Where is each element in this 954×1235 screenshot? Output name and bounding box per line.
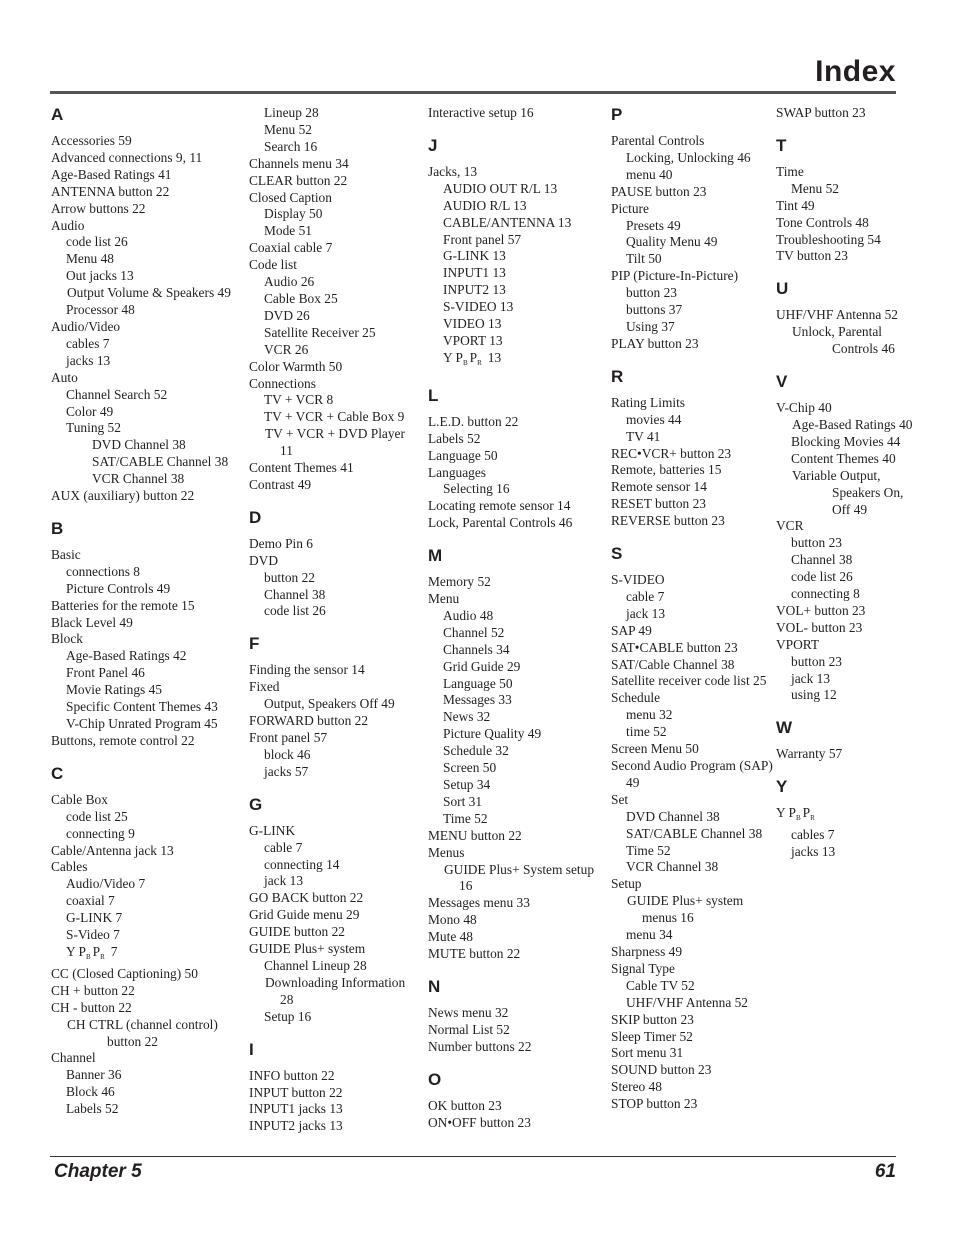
section-letter: S [611,544,623,564]
index-entry: cables 7 [66,335,110,351]
index-entry: Language 50 [443,675,513,691]
index-entry: Cable/Antenna jack 13 [51,842,174,858]
index-entry: Channel [51,1050,96,1066]
index-entry: Front panel 57 [443,231,522,247]
index-entry: Channels 34 [443,641,510,657]
section-letter: V [776,372,788,392]
index-entry: S-VIDEO 13 [443,299,514,315]
index-entry: Age-Based Ratings 42 [66,648,187,664]
index-entry: OK button 23 [428,1097,502,1113]
index-entry: Black Level 49 [51,614,133,630]
index-entry: jack 13 [791,670,831,686]
index-entry: Satellite Receiver 25 [264,324,376,340]
index-entry: DVD Channel 38 [92,437,186,453]
index-entry: menu 34 [626,927,673,943]
index-entry: Lock, Parental Controls 46 [428,515,573,531]
index-entry: VOL+ button 23 [776,602,866,618]
index-entry: Presets 49 [626,217,681,233]
section-letter: Y [776,777,788,797]
index-entry: button 23 [791,653,842,669]
index-entry: Channels menu 34 [249,155,349,171]
index-entry: Accessories 59 [51,133,132,148]
index-entry: Labels 52 [428,430,481,446]
index-entry: Satellite receiver code list 25 [611,673,767,689]
index-entry: Content Themes 40 [791,450,896,466]
index-entry: Banner 36 [66,1067,122,1083]
index-entry: Sort 31 [443,793,483,809]
index-entry: Jacks, 13 [428,163,478,179]
index-entry: CABLE/ANTENNA 13 [443,214,572,230]
section-letter: O [428,1069,442,1089]
index-entry: Auto [51,369,78,385]
index-entry: CH + button 22 [51,982,135,998]
index-entry: STOP button 23 [611,1096,698,1112]
index-entry: Messages 33 [443,692,512,708]
chapter-label: Chapter 5 [54,1161,142,1182]
index-entry: Movie Ratings 45 [66,682,162,698]
section-letter: P [611,105,623,124]
index-entry: Y $P_B$ $P_R$ [776,805,815,823]
index-entry: Menu 48 [66,251,114,267]
index-entry: Audio/Video [51,318,121,334]
index-column-2 [249,105,421,1135]
index-entry: Tilt 50 [626,251,662,267]
index-entry: GUIDE button 22 [249,924,345,940]
index-entry: Cable TV 52 [626,977,695,993]
page-title: Index [815,55,896,88]
index-entry: jacks 57 [264,763,309,779]
index-entry: CH CTRL (channel control) button 22 [67,1016,218,1049]
index-entry: Block 46 [66,1084,115,1100]
index-entry: Signal Type [611,960,675,976]
index-entry: Front panel 57 [249,730,328,745]
section-letter: M [428,546,443,566]
index-entry: Locking, Unlocking 46 [626,149,751,165]
index-entry: GUIDE Plus+ system menus 16 [627,893,744,926]
index-entry: Cable Box 25 [264,290,338,306]
index-entry: Schedule [611,690,661,706]
index-entry: Front Panel 46 [66,665,145,681]
index-entry: Unlock, Parental Controls 46 [792,324,895,357]
section-letter: R [611,366,624,386]
index-entry: REVERSE button 23 [611,513,725,529]
index-entry: Rating Limits [611,394,686,410]
index-entry: V-Chip Unrated Program 45 [66,716,218,731]
index-entry: code list 26 [66,234,128,250]
index-entry: VPORT 13 [443,332,503,348]
index-entry: Time [776,163,804,179]
index-entry: movies 44 [626,411,682,427]
index-entry: buttons 37 [626,302,683,318]
index-entry: jacks 13 [791,844,836,860]
index-entry: coaxial 7 [66,893,115,909]
index-entry-page: 13 [487,349,502,365]
index-entry: VOL- button 23 [776,619,863,635]
index-entry: Screen 50 [443,760,497,776]
index-entry: menu 32 [626,707,673,723]
index-entry: ON•OFF button 23 [428,1114,531,1130]
index-entry: Setup 16 [264,1008,312,1024]
index-entry: Remote, batteries 15 [611,462,722,478]
section-letter: C [51,763,64,783]
index-entry: connecting 9 [66,825,135,841]
index-entry: Code list [249,257,297,273]
index-entry: SAT/Cable Channel 38 [611,656,735,672]
index-entry: SKIP button 23 [611,1011,694,1027]
index-entry: Search 16 [264,138,318,154]
index-entry: DVD [249,552,279,568]
index-entry: Blocking Movies 44 [791,433,901,449]
index-entry: VPORT [776,636,820,652]
index-entry: L.E.D. button 22 [428,413,519,429]
index-entry: PAUSE button 23 [611,183,707,199]
index-entry: Color 49 [66,403,114,419]
index-entry: TV button 23 [776,248,848,264]
index-entry: Set [611,791,629,807]
index-entry: Finding the sensor 14 [249,662,365,678]
index-entry: Channel 38 [264,586,326,602]
index-column-3 [428,105,606,1132]
index-entry: time 52 [626,724,667,740]
index-entry: S-VIDEO [611,572,665,588]
section-letter: D [249,507,262,527]
index-entry: Parental Controls [611,133,705,148]
section-letter: W [776,718,793,738]
index-entry: Sort menu 31 [611,1045,684,1061]
index-entry: SAT•CABLE button 23 [611,639,738,655]
index-entry: Coaxial cable 7 [249,240,333,256]
index-entry: SAP 49 [611,622,652,638]
index-entry: VCR Channel 38 [92,471,185,487]
index-entry: Advanced connections 9, 11 [51,149,203,165]
index-entry: Time 52 [626,842,671,858]
index-entry: PIP (Picture-In-Picture) [611,268,739,284]
index-entry: Output, Speakers Off 49 [264,696,395,712]
index-entry: Y $P_B$ $P_R$ 7 [66,943,118,961]
index-entry: Specific Content Themes 43 [66,699,218,715]
index-entry: using 12 [791,687,837,703]
index-entry: Mode 51 [264,223,312,239]
index-entry: Languages [428,464,487,480]
index-entry: Warranty 57 [776,746,843,762]
index-entry: DVD Channel 38 [626,808,720,824]
index-entry: Block [51,631,83,647]
index-entry: Menu 52 [791,180,839,196]
index-entry: Menu 52 [264,121,312,137]
index-entry: Fixed [249,679,280,695]
index-entry: News 32 [443,709,491,725]
index-entry: INPUT1 jacks 13 [249,1101,343,1117]
index-entry: Age-Based Ratings 40 [792,416,913,432]
index-entry: REC•VCR+ button 23 [611,445,732,461]
index-entry: Troubleshooting 54 [776,231,881,247]
index-entry: CLEAR button 22 [249,172,348,188]
section-letter: F [249,634,260,654]
index-entry: connecting 8 [791,586,860,602]
index-entry: button 23 [626,285,677,301]
index-entry: Channel 52 [443,624,505,640]
index-entry: Display 50 [264,206,323,222]
index-entry: Out jacks 13 [66,268,134,284]
index-entry: News menu 32 [428,1004,509,1020]
index-entry: Language 50 [428,447,498,463]
index-entry: Y $P_B$ $P_R$ 13 [443,349,502,367]
index-entry: AUDIO OUT R/L 13 [443,180,558,196]
index-entry: Labels 52 [66,1101,119,1117]
index-entry: GUIDE Plus+ system [249,941,366,957]
index-entry: Menu [428,591,460,607]
index-entry: AUX (auxiliary) button 22 [51,488,195,504]
index-entry: TV + VCR + DVD Player 11 [265,426,405,459]
index-entry: Content Themes 41 [249,460,354,476]
index-entry: Channel Lineup 28 [264,957,367,973]
index-entry: Using 37 [626,318,675,334]
index-entry: Connections [249,375,316,391]
index-entry: Cable Box [51,791,108,807]
index-entry: jack 13 [264,873,304,889]
page-number: 61 [874,1161,896,1182]
index-entry: AUDIO R/L 13 [443,197,527,213]
index-entry: INPUT2 jacks 13 [249,1118,343,1134]
index-entry: block 46 [264,746,311,762]
section-letter: T [776,135,787,155]
index-entry: G-LINK 7 [66,910,123,926]
index-entry: S-Video 7 [66,927,120,943]
index-entry: Arrow buttons 22 [51,200,146,216]
index-entry: Audio 26 [264,274,315,290]
index-entry: Tuning 52 [66,420,121,436]
section-letter: N [428,976,441,996]
index-entry: FORWARD button 22 [249,713,369,729]
index-entry: Tint 49 [776,197,815,213]
index-entry: RESET button 23 [611,496,706,512]
index-entry: Interactive setup 16 [428,105,534,120]
index-entry: Quality Menu 49 [626,234,718,250]
index-entry: button 23 [791,535,842,551]
index-entry: Color Warmth 50 [249,358,343,374]
index-entry: PLAY button 23 [611,335,699,351]
index-entry: Cables [51,859,88,875]
index-entry: Mute 48 [428,929,474,945]
index-entry: MENU button 22 [428,827,522,843]
index-entry: INPUT button 22 [249,1084,343,1100]
index-entry: SAT/CABLE Channel 38 [92,454,229,470]
index-entry: VCR Channel 38 [626,859,719,875]
index-entry: Variable Output, Speakers On, Off 49 [792,467,904,517]
index-entry: TV 41 [626,428,661,444]
section-letter: G [249,794,263,814]
index-entry: jacks 13 [66,352,111,368]
index-entry: Selecting 16 [443,481,510,497]
index-entry: Audio 48 [443,607,494,623]
index-entry: G-LINK 13 [443,248,506,264]
index-entry: G-LINK [249,822,296,838]
index-entry: Remote sensor 14 [611,479,707,495]
index-entry: GUIDE Plus+ System setup 16 [444,861,595,894]
index-column-1 [51,105,241,1118]
index-entry: Normal List 52 [428,1021,510,1037]
index-entry: SOUND button 23 [611,1062,712,1078]
index-entry: Basic [51,546,81,562]
index-entry: TV + VCR 8 [264,392,334,408]
index-entry-page: 7 [110,943,118,959]
section-letter: A [51,105,64,124]
index-entry: VCR [776,518,804,534]
index-entry: Stereo 48 [611,1079,662,1095]
index-entry: ANTENNA button 22 [51,183,170,199]
index-entry: code list 26 [264,603,326,619]
section-letter: L [428,385,439,405]
index-entry: Processor 48 [66,302,135,318]
index-entry: INPUT1 13 [443,265,506,281]
index-entry: V-Chip 40 [776,400,832,416]
index-entry: Sharpness 49 [611,943,683,959]
index-entry: code list 26 [791,569,853,585]
index-entry: Mono 48 [428,912,477,928]
index-entry: TV + VCR + Cable Box 9 [264,409,405,425]
index-entry: Audio [51,217,85,233]
index-entry: Number buttons 22 [428,1038,532,1054]
index-entry: DVD 26 [264,307,310,323]
index-entry: connecting 14 [264,856,340,872]
index-entry: jack 13 [626,605,666,621]
index-entry: Output Volume & Speakers 49 [67,285,231,301]
index-entry: UHF/VHF Antenna 52 [776,307,899,323]
index-entry: Picture Quality 49 [443,726,542,742]
index-entry: cable 7 [264,839,303,855]
index-entry: VCR 26 [264,341,309,357]
index-entry: Batteries for the remote 15 [51,597,195,613]
section-letter: I [249,1039,254,1059]
index-entry: Schedule 32 [443,743,509,759]
index-entry: Demo Pin 6 [249,535,313,551]
index-entry: Sleep Timer 52 [611,1028,693,1044]
index-entry: Closed Caption [249,189,332,205]
index-entry: Channel 38 [791,552,853,568]
index-entry: Audio/Video 7 [66,876,146,892]
index-entry: Channel Search 52 [66,386,168,402]
index-entry: Screen Menu 50 [611,741,699,757]
index-entry: Contrast 49 [249,476,312,492]
index-entry: CH - button 22 [51,999,132,1015]
section-letter: U [776,279,789,299]
index-entry: Locating remote sensor 14 [428,498,571,514]
index-entry: Downloading Information 28 [265,974,406,1007]
index-entry: INFO button 22 [249,1067,335,1083]
index-entry: Picture [611,200,649,216]
index-entry: Buttons, remote control 22 [51,732,195,748]
index-column-4 [611,105,773,1113]
section-letter: J [428,135,438,155]
index-entry: Setup [611,876,642,892]
index-entry: Age-Based Ratings 41 [51,166,172,182]
index-entry: Memory 52 [428,574,491,590]
index-entry: CC (Closed Captioning) 50 [51,965,198,981]
index-entry: SWAP button 23 [776,105,866,120]
index-entry: SAT/CABLE Channel 38 [626,825,763,841]
index-entry: Grid Guide 29 [443,658,521,674]
index-entry: Setup 34 [443,777,491,792]
index-entry: INPUT2 13 [443,282,506,298]
index-entry: Picture Controls 49 [66,580,171,596]
index-entry: cable 7 [626,588,665,604]
index-entry: Menus [428,844,465,860]
index-entry: Messages menu 33 [428,895,530,911]
section-letter: B [51,518,64,538]
index-entry: Grid Guide menu 29 [249,907,360,923]
index-entry: Second Audio Program (SAP) 49 [611,758,773,790]
footer-rule [50,1156,896,1157]
index-entry: menu 40 [626,166,673,182]
index-entry: Time 52 [443,810,488,826]
index-entry: VIDEO 13 [443,316,502,332]
header-rule [50,91,896,94]
index-entry: UHF/VHF Antenna 52 [626,994,749,1010]
index-entry: Lineup 28 [264,105,319,120]
index-entry: GO BACK button 22 [249,890,364,906]
index-column-5 [776,105,916,861]
index-entry: connections 8 [66,563,141,579]
index-entry: cables 7 [791,827,835,843]
index-entry: code list 25 [66,808,128,824]
index-entry: Tone Controls 48 [776,214,869,230]
index-entry: MUTE button 22 [428,946,521,962]
index-entry: button 22 [264,569,315,585]
